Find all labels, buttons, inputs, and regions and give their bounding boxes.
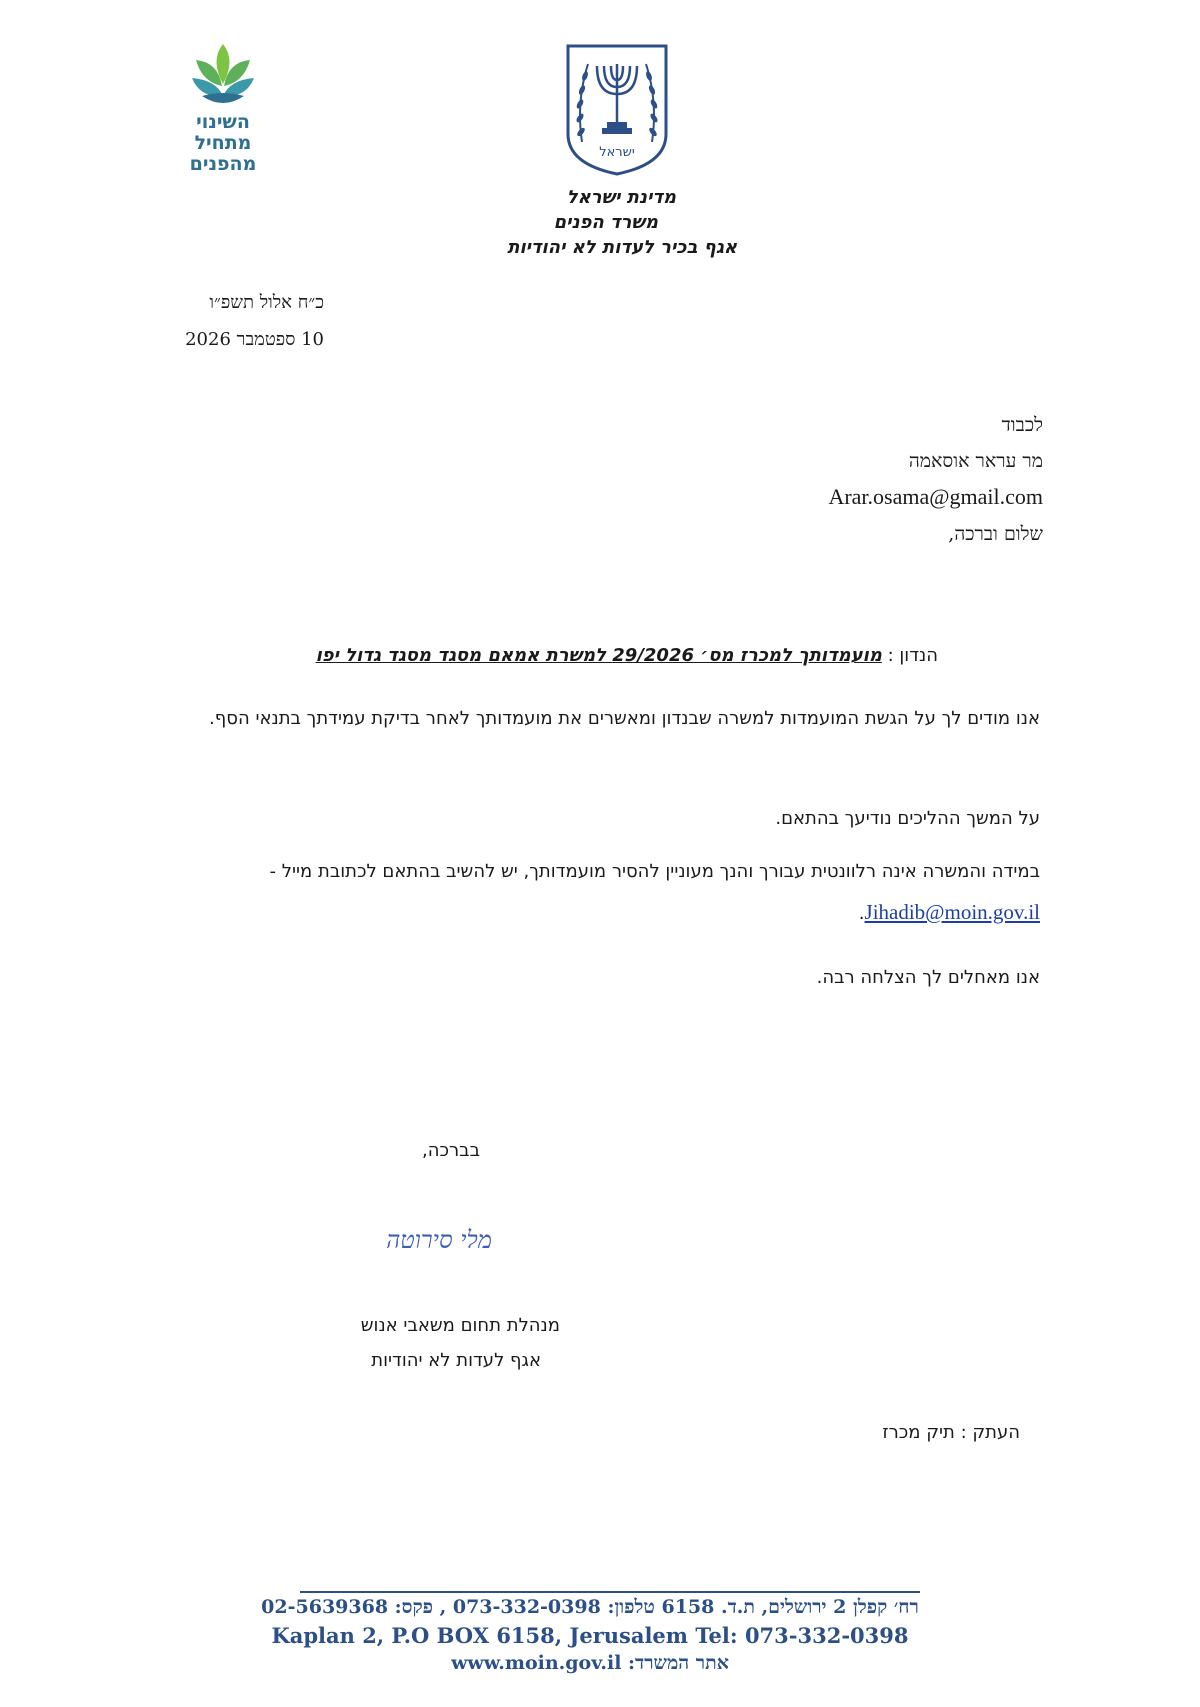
footer-divider (300, 1591, 920, 1593)
header-ministry: משרד הפנים (553, 212, 658, 233)
footer-address-english: Kaplan 2, P.O BOX 6158, Jerusalem Tel: 073-332-0398 (271, 1623, 909, 1648)
state-emblem (562, 42, 672, 177)
party-slogan-line1: השינוי (196, 111, 250, 133)
header-department: אגף בכיר לעדות לא יהודיות (507, 237, 737, 258)
signatory-department: אגף לעדות לא יהודיות (371, 1350, 541, 1371)
footer-website: אתר המשרד: www.moin.gov.il (451, 1652, 729, 1674)
body-paragraph-4: אנו מאחלים לך הצלחה רבה. (816, 967, 1040, 988)
party-slogan-line3: מהפנים (189, 153, 257, 175)
body-paragraph-1: אנו מודים לך על הגשת המועמדות למשרה שבנדון ומאשרים את מועמדותך לאחר בדיקת עמידתך בתנאי הסף. (209, 708, 1040, 729)
body-paragraph-2: על המשך ההליכים נודיעך בהתאם. (775, 808, 1040, 829)
addressee-salutation: לכבוד (1001, 414, 1043, 436)
body-paragraph-3: במידה והמשרה אינה רלוונטית עבורך והנך מעוניין להסיר מועמדותך, יש להשיב בהתאם לכתובת מייל - Jihadib@moin.gov.il. (269, 861, 1040, 924)
emblem-text: ישראל (599, 145, 635, 160)
contact-email-link[interactable]: Jihadib@moin.gov.il (864, 900, 1040, 924)
date-hebrew: כ״ח אלול תשפ״ו (209, 292, 324, 313)
header-state: מדינת ישראל (566, 187, 676, 208)
closing-regards: בברכה, (422, 1140, 480, 1161)
party-slogan-line2: מתחיל (194, 132, 252, 154)
party-logo (180, 40, 266, 180)
menorah-emblem-icon (562, 42, 672, 177)
cc-line: העתק : תיק מכרז (882, 1422, 1020, 1443)
handwritten-signature: מלי סירוטה (386, 1226, 492, 1254)
signatory-title: מנהלת תחום משאבי אנוש (360, 1315, 560, 1336)
footer-address-hebrew: רח׳ קפלן 2 ירושלים, ת.ד. 6158 טלפון: 073-332-0398 , פקס: 02-5639368 (261, 1596, 919, 1618)
subject-label: הנדון : (887, 645, 938, 666)
addressee-email: Arar.osama@gmail.com (828, 484, 1043, 509)
addressee-greeting: שלום וברכה, (948, 523, 1043, 545)
lotus-logo-icon (188, 40, 258, 112)
date-gregorian: 10 ספטמבר 2026 (185, 329, 324, 350)
subject-line (316, 645, 938, 666)
addressee-name: מר עראר אוסאמה (908, 450, 1043, 472)
subject-text: מועמדותך למכרז מס׳ 29/2026 למשרת אמאם מסגד מסגד גדול יפו (315, 645, 882, 666)
body-paragraph-3-text: במידה והמשרה אינה רלוונטית עבורך והנך מעוניין להסיר מועמדותך, יש להשיב בהתאם לכתובת מייל - (269, 861, 1040, 882)
